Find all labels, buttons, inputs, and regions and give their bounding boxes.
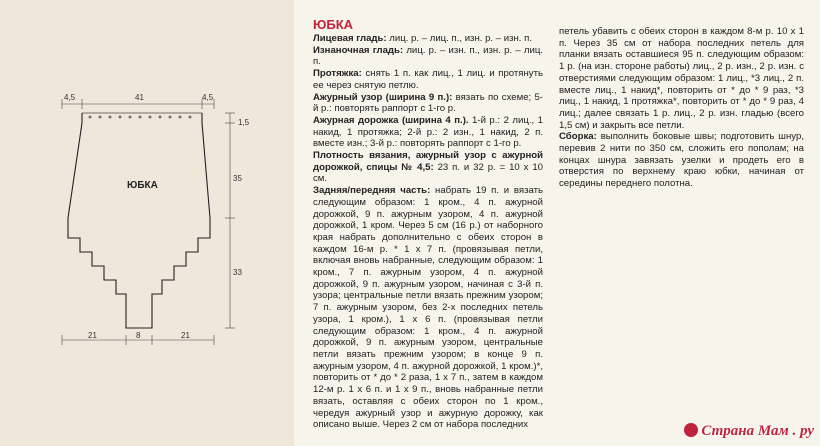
schematic-panel	[0, 0, 294, 446]
dim-bottom-left: 21	[88, 331, 97, 340]
paragraph-back-front	[313, 185, 543, 431]
dim-top-right: 4,5	[202, 93, 214, 102]
term-lace: Ажурный узор (ширина 9 п.):	[313, 91, 453, 103]
term-assembly: Сборка:	[559, 131, 597, 143]
paragraph-gauge	[313, 150, 543, 185]
term-pull: Протяжка:	[313, 68, 362, 80]
text-gauge: 23 п. и 32 р. = 10 х 10 см.	[313, 161, 543, 185]
eyelet-row	[89, 116, 191, 118]
logo-icon	[684, 423, 698, 437]
term-lace-track: Ажурная дорожка (ширина 4 п.).	[313, 114, 469, 126]
skirt-schematic	[0, 0, 294, 446]
paragraph-lace-track	[313, 115, 543, 150]
text-lace-track: 1-й р.: 2 лиц., 1 накид, 1 протяжка; 2-й р.: 2 изн., 1 накид, 2 п. вместе изн.; 3-й р.: повторять раппорт с 1-го р.	[313, 114, 543, 150]
dim-bottom-center: 8	[136, 331, 141, 340]
paragraph-pull	[313, 68, 543, 91]
paragraph-lace	[313, 92, 543, 115]
instructions-column-1	[313, 18, 543, 431]
dim-upper-height: 35	[233, 174, 242, 183]
paragraph-stockinette	[313, 33, 543, 45]
skirt-outline	[68, 113, 210, 328]
term-gauge: Плотность вязания, ажурный узор с ажурной дорожкой, спицы № 4,5:	[313, 150, 543, 173]
term-stockinette: Лицевая гладь:	[313, 33, 387, 44]
text-reverse: лиц. р. – изн. п., изн. р. – лиц. п.	[313, 44, 543, 68]
section-title: ЮБКА	[313, 17, 354, 32]
term-reverse: Изнаночная гладь:	[313, 44, 404, 56]
paragraph-back-front-continued: петель убавить с обеих сторон в каждом 8-м р. 10 х 1 п. Через 35 см от набора последних петель для планки вязать оставшиеся 95 п. следующим образом: 1 р. (на изн. стороне работы) лиц., 2 р. изн., 2 р. изн. с отверстиями следующим образом: 1 лиц., *3 лиц., 2 п. вместе лиц., 1 накид*, повторить от * до * 9 раз, *3 лиц., 1 накид, 1 протяжка*, повторить от * до * 9 раз, 4 лиц.; далее связать 1 р. лиц., 2 р. изн. гладью (всего 1,5 см) и закрыть все петли.	[559, 26, 804, 131]
text-back-front: набрать 19 п. и вязать следующим образом: 1 кром., 4 п. ажурной дорожкой, 9 п. ажурным узором, 4 п. ажурной дорожкой, 1 кром. Через 5 см (16 р.) от наборного края набрать дополнительно с обеих сторон в каждом 16-м р. * 1 х 7 п. (провязывая петли, включая вновь набранные, следующим образом: 1 кром., 7 п. ажурным узором, 4 п. ажурной дорожкой, 9 п. ажурным узором, начиная с 3-й п. узора; центральные петли вязать прежним узором; 7 п. ажурным узором, без 2-х последних петель узора, 1 кром.), 1 х 6 п. (провязывая петли следующим образом: 1 кром., 4 п. ажурной дорожкой, 9 п. ажурным узором, центральные петли вязать прежним узором; в конце 9 п. ажурным узором, 4 п. ажурной дорожкой, 1 кром.)*, повторить от * до * 2 раза, 1 х 7 п., затем в каждом 12-м р. 1 х 6 п. и 1 х 9 п., вновь набранные петли вязать, оставляя с обеих сторон по 1 кром., чередуя ажурный узор и ажурную дорожку, как описано выше. Через 2 см от набора последних	[313, 185, 543, 431]
text-stockinette: лиц. р. – лиц. п., изн. р. – изн. п.	[386, 33, 533, 44]
paragraph-reverse	[313, 45, 543, 68]
text-assembly: выполнить боковые швы; подготовить шнур, перевив 2 нити по 350 см, сложить его пополам; на концах шнура завязать узелки и продеть его в отверстия по верхнему краю юбки, начиная от середины переднего полотна.	[559, 131, 804, 190]
dim-waistband: 1,5	[238, 118, 250, 127]
instructions-column-2	[559, 26, 804, 190]
term-back-front: Задняя/передняя часть:	[313, 185, 431, 197]
text-lace: вязать по схеме; 5-й р.: повторять раппорт с 1-го р.	[313, 91, 543, 115]
site-watermark	[684, 423, 814, 440]
watermark-text: Страна Мам . ру	[701, 423, 814, 439]
dim-top-width: 41	[135, 93, 144, 102]
dim-bottom-right: 21	[181, 331, 190, 340]
skirt-label: ЮБКА	[127, 180, 158, 191]
paragraph-assembly	[559, 131, 804, 190]
dim-top-left: 4,5	[64, 93, 76, 102]
text-pull: снять 1 п. как лиц., 1 лиц. и протянуть ее через снятую петлю.	[313, 68, 543, 91]
dim-lower-height: 33	[233, 268, 242, 277]
